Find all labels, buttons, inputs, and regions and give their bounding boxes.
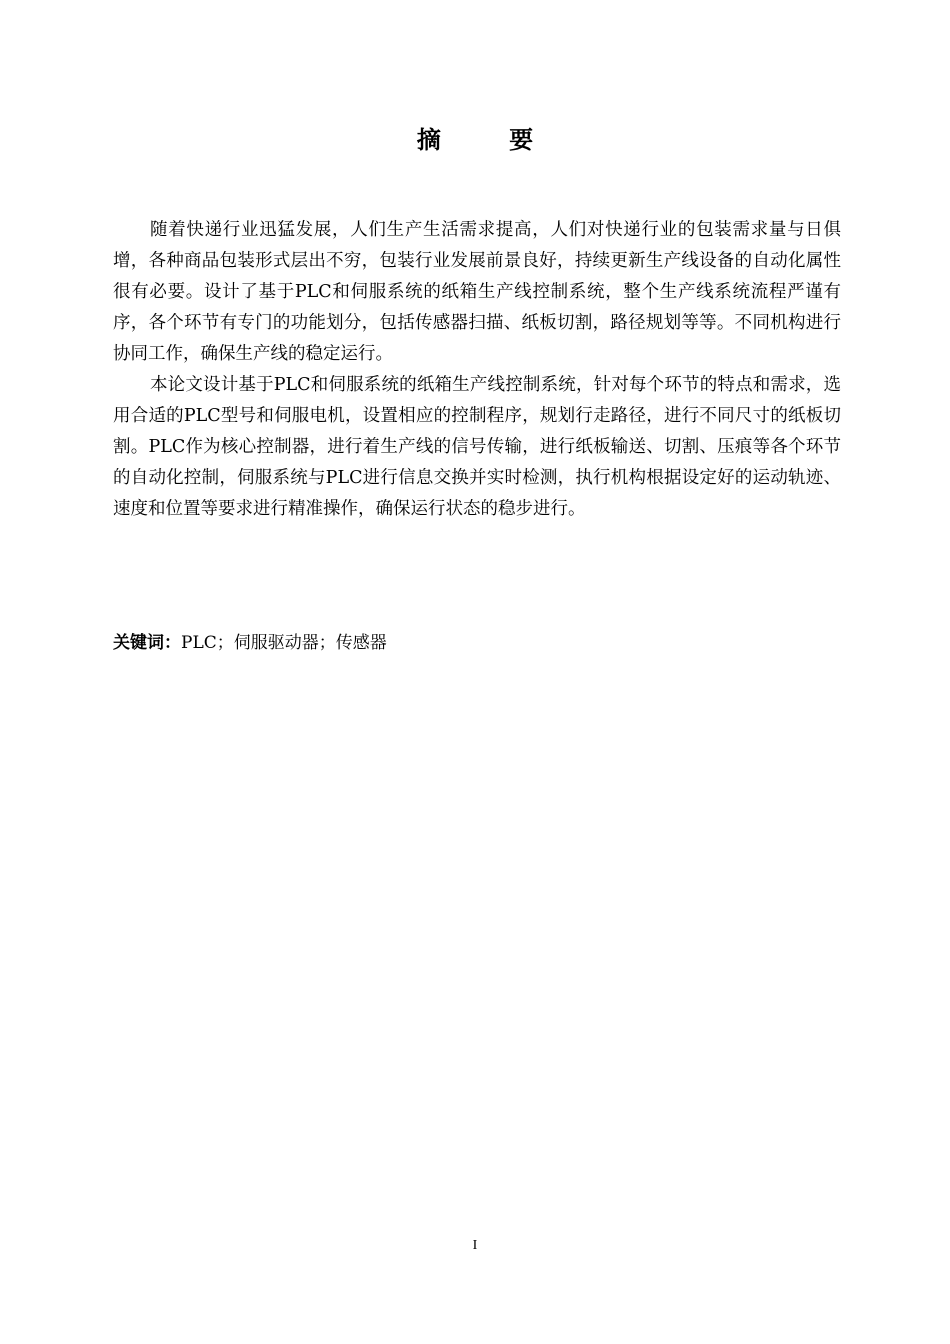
abstract-body [113, 215, 841, 525]
abstract-paragraph-2: 本论文设计基于PLC和伺服系统的纸箱生产线控制系统，针对每个环节的特点和需求，选用合适的PLC型号和伺服电机，设置相应的控制程序，规划行走路径，进行不同尺寸的纸板切割。PLC作为核心控制器，进行着生产线的信号传输，进行纸板输送、切割、压痕等各个环节的自动化控制，伺服系统与PLC进行信息交换并实时检测，执行机构根据设定好的运动轨迹、速度和位置等要求进行精准操作，确保运行状态的稳步进行。 [113, 375, 841, 519]
keywords-value: PLC；伺服驱动器；传感器 [181, 633, 387, 653]
keywords-label: 关键词： [113, 633, 181, 653]
keywords-line [113, 628, 841, 658]
page-number: I [472, 1238, 478, 1253]
page-title: 摘 要 [416, 126, 564, 154]
abstract-paragraph-1: 随着快递行业迅猛发展，人们生产生活需求提高，人们对快递行业的包装需求量与日俱增，各种商品包装形式层出不穷，包装行业发展前景良好，持续更新生产线设备的自动化属性很有必要。设计了基于PLC和伺服系统的纸箱生产线控制系统，整个生产线系统流程严谨有序，各个环节有专门的功能划分，包括传感器扫描、纸板切割，路径规划等等。不同机构进行协同工作，确保生产线的稳定运行。 [113, 220, 841, 364]
